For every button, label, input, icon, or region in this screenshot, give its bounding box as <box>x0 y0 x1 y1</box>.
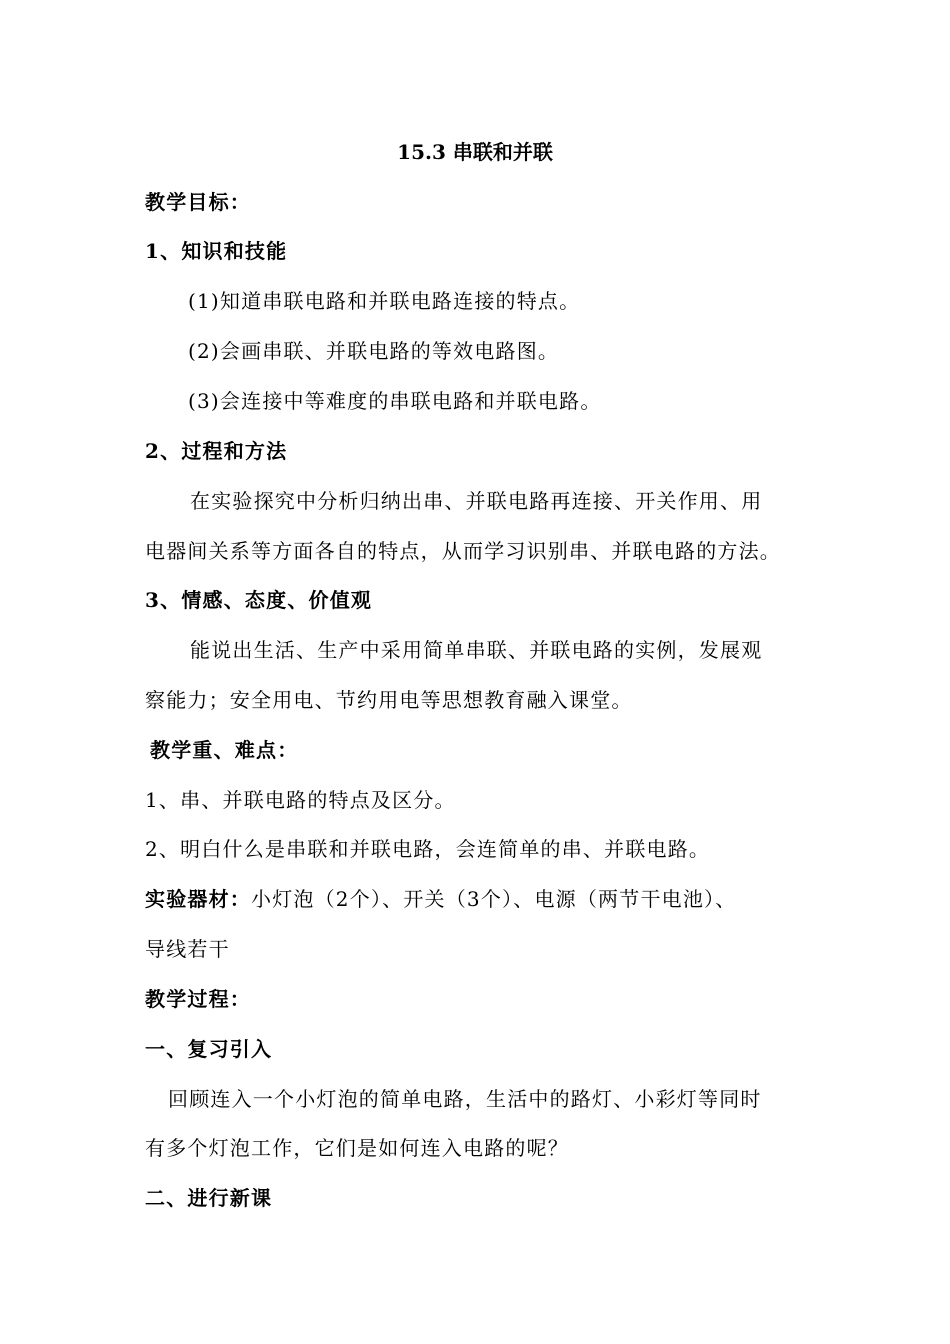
page-title: 15.3 串联和并联 <box>397 140 553 164</box>
part1-heading: 一、复习引入 <box>145 1037 273 1061</box>
key-point-item: 2、明白什么是串联和并联电路，会连简单的串、并联电路。 <box>145 837 711 861</box>
section3-heading: 3、情感、态度、价值观 <box>145 588 373 612</box>
section1-heading: 1、知识和技能 <box>145 239 288 263</box>
objectives-heading: 教学目标： <box>145 190 251 214</box>
process-heading: 教学过程： <box>145 987 251 1011</box>
equipment-text: 小灯泡（2个）、开关（3个）、电源（两节干电池）、 <box>251 887 737 911</box>
section3-paragraph-line: 察能力；安全用电、节约用电等思想教育融入课堂。 <box>145 688 633 712</box>
equipment-label: 实验器材： <box>145 887 251 911</box>
part2-heading: 二、进行新课 <box>145 1186 273 1210</box>
section3-paragraph-line: 能说出生活、生产中采用简单串联、并联电路的实例，发展观 <box>190 638 763 662</box>
equipment-text-cont: 导线若干 <box>145 937 230 961</box>
part1-paragraph-line: 有多个灯泡工作，它们是如何连入电路的呢？ <box>145 1136 569 1160</box>
key-points-heading: 教学重、难点： <box>150 738 299 762</box>
section1-item: (2)会画串联、并联电路的等效电路图。 <box>188 339 560 363</box>
equipment-line <box>145 884 805 914</box>
section1-item: (3)会连接中等难度的串联电路和并联电路。 <box>188 389 602 413</box>
section2-heading: 2、过程和方法 <box>145 439 288 463</box>
section1-item: (1)知道串联电路和并联电路连接的特点。 <box>188 289 581 313</box>
section2-paragraph-line: 电器间关系等方面各自的特点，从而学习识别串、并联电路的方法。 <box>145 539 781 563</box>
key-point-item: 1、串、并联电路的特点及区分。 <box>145 788 456 812</box>
part1-paragraph-line: 回顾连入一个小灯泡的简单电路，生活中的路灯、小彩灯等同时 <box>168 1087 762 1111</box>
section2-paragraph-line: 在实验探究中分析归纳出串、并联电路再连接、开关作用、用 <box>190 489 763 513</box>
